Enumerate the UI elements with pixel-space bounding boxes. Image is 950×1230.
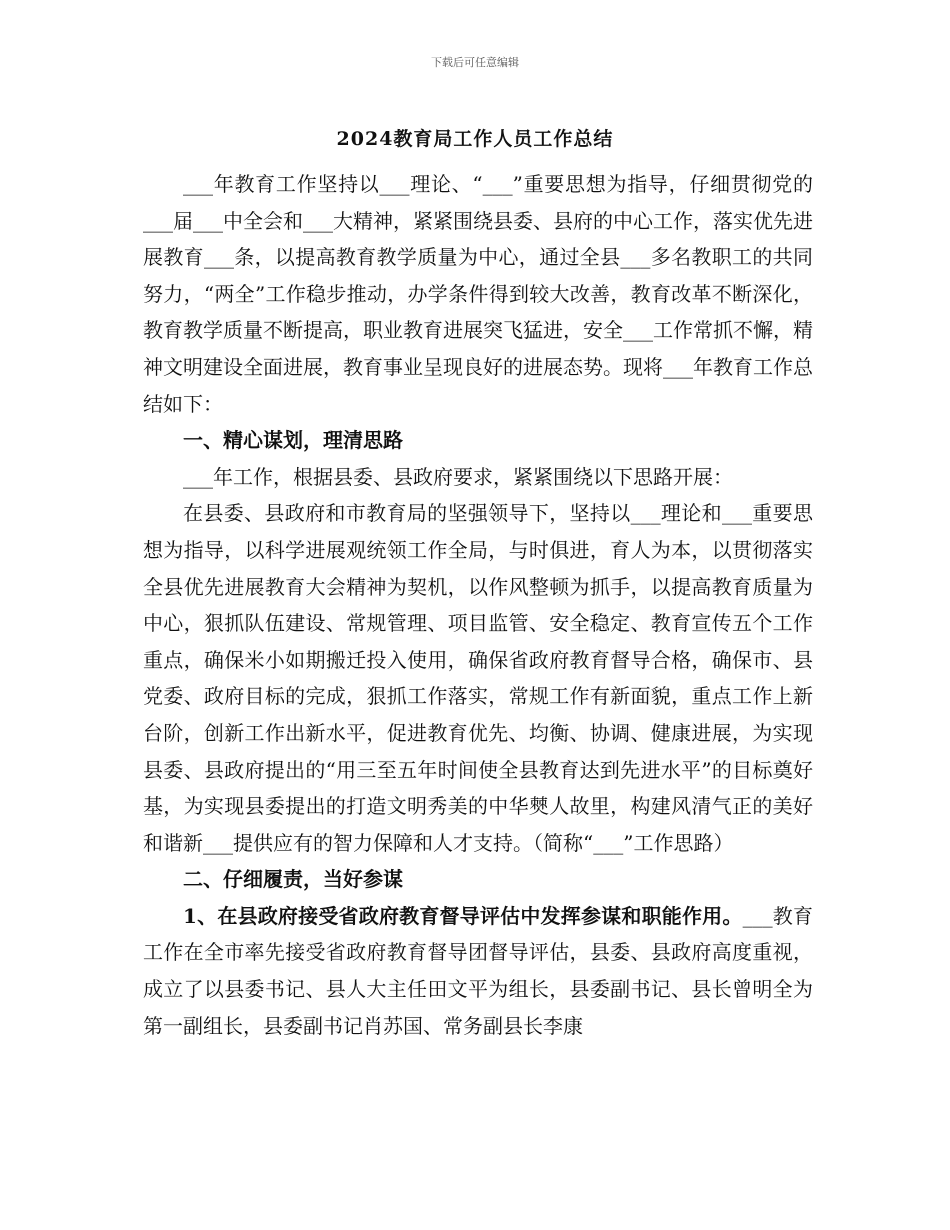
document-body xyxy=(143,166,813,1044)
document-title: 2024教育局工作人员工作总结 xyxy=(336,128,614,150)
item-1-lead: 1、在县政府接受省政府教育督导评估中发挥参谋和职能作用。 xyxy=(183,903,743,928)
section-heading-2: 二、仔细履责，当好参谋 xyxy=(183,867,403,892)
header-note: 下载后可任意编辑 xyxy=(431,56,519,69)
section-heading-1: 一、精心谋划，理清思路 xyxy=(183,428,403,453)
section-1-paragraph-2: 在县委、县政府和市教育局的坚强领导下，坚持以___理论和___重要思想为指导，以科学进展观统领工作全局，与时俱进，育人为本，以贯彻落实全县优先进展教育大会精神为契机，以作风整顿为抓手，以提高教育质量为中心，狠抓队伍建设、常规管理、项目监管、安全稳定、教育宣传五个工作重点，确保米小如期搬迁投入使用，确保省政府教育督导合格，确保市、县党委、政府目标的完成，狠抓工作落实，常规工作有新面貌，重点工作上新台阶，创新工作出新水平，促进教育优先、均衡、协调、健康进展，为实现县委、县政府提出的“用三至五年时间使全县教育达到先进水平”的目标奠好基，为实现县委提出的打造文明秀美的中华僰人故里，构建风清气正的美好和谐新___提供应有的智力保障和人才支持。（简称“___”工作思路） xyxy=(143,501,813,855)
section-1-paragraph-1: ___年工作，根据县委、县政府要求，紧紧围绕以下思路开展： xyxy=(183,464,733,489)
section-2-item-1 xyxy=(143,898,813,1044)
intro-paragraph: ___年教育工作坚持以___理论、“___”重要思想为指导，仔细贯彻党的___届___中全会和___大精神，紧紧围绕县委、县府的中心工作，落实优先进展教育___条，以提高教育教学质量为中心，通过全县___多名教职工的共同努力，“两全”工作稳步推动，办学条件得到较大改善，教育改革不断深化，教育教学质量不断提高，职业教育进展突飞猛进，安全___工作常抓不懈，精神文明建设全面进展，教育事业呈现良好的进展态势。现将___年教育工作总结如下： xyxy=(143,172,813,416)
item-1-text: ___教育工作在全市率先接受省政府教育督导团督导评估，县委、县政府高度重视，成立了以县委书记、县人大主任田文平为组长，县委副书记、县长曾明全为第一副组长，县委副书记肖苏国、常务副县长李康 xyxy=(143,903,813,1038)
